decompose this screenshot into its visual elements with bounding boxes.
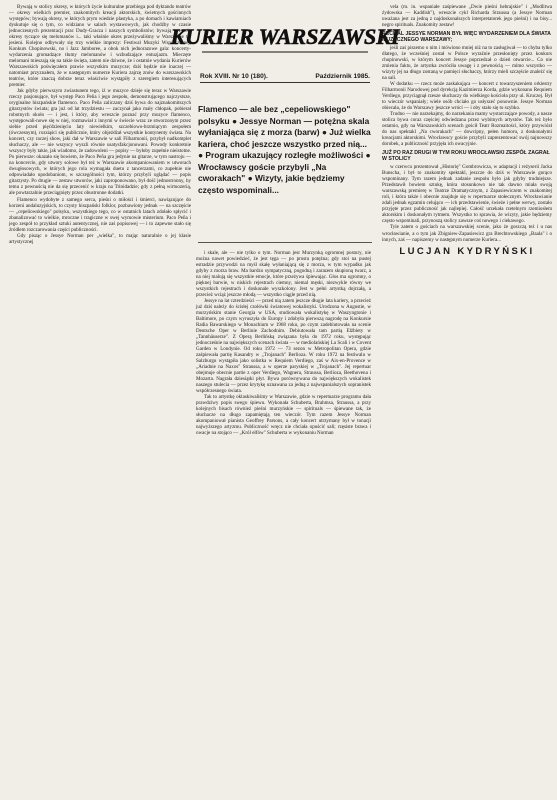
issue-date: Październik 1985. bbox=[315, 72, 370, 80]
paragraph: i skale, ale — nie tylko o tym. Norman jest Murzynką ogromnej postury, nie można nawet powiedzieć, że jest tęga — po prostu potężna; gdy stoi na pustej estradzie przywodzi na myśl skałę wyłaniającą się z morza, w tym wypadku jak gdyby z morza braw. Ma bardzo sympatyczną, pogodną i zarazem skupioną twarz, a na niej malują się wszystkie emocje, które przeżywa śpiewając. Głos ma ogromny, o pięknej barwie, w niskich rejestrach ciemny, niemal męski, niezwykle równy we wszystkich rejestrach i doskonale wyszkolony. Jest w pełni artystką dojrzałą, a przecież wciąż jeszcze młodą — wszystko ciągle przed nią. bbox=[196, 250, 371, 299]
middle-column bbox=[196, 250, 371, 795]
paragraph: Tyle zatem o gościach na warszawskiej scenie, jako że goszczą też i u nas wrocławianie, a o tym jak Zbigniew-Zapasiewicz gra Brechtowskiego „Baala" i o innych, zaś — napiszemy w następnym numerze Kuriera... bbox=[382, 224, 552, 243]
paragraph: Jessye na lat czterdzieści — przed nią zatem jeszcze długie lata kariery, a przecież już dziś należy do ścisłej czołówki światowej wokalistyki. Urodzona w Augustie, w murzyńskim stanie Georgia w USA, studiowała wokalistykę w Waszyngtonie i Baltimore, po czym wyruszyła do Europy i zdobyła pierwszą nagrodę na Konkursie Radia Bawarskiego w Monachium w 1968 roku, po czym zadebiutowała na scenie Deutsche Oper w Berlinie Zachodnim. Debiutowała tam partią Elżbiety w „Tannhäuserze". Z Operą Berlińską związana była do 1972 roku, występując jednocześnie na największych scenach świata — w mediolańskiej La Scali i w Covent Garden w Londynie. Od roku 1972 — 73 sezon w Metropolitan Opera, gdzie zaśpiewała partię Kasandry w „Trojanach" Berlioza. W roku 1972 na festiwalu w Salzburgu wystąpiła jako solistka w Requiem Verdiego, zaś w Aix-en-Provence w „Ariadnie na Naxos" Straussa, a w operze paryskiej w „Trojanach". Jej repertuar obejmuje obecnie partie z oper Verdiego, Wagnera, Straussa, Berlioza, Beethovena i Mozarta. Nagrała dziesiątki płyt. Bywa porównywana do największych wokalistek naszego stulecia — przez krytykę uznawana za jedną z najwspanialszych sopranistek współczesnego świata. bbox=[196, 298, 371, 395]
masthead-title: KURIER WARSZAWSKI bbox=[170, 24, 400, 49]
paragraph: Gdy pisząc o Jessye Norman per „wielka", to mając naturalnie o jej klasie artystycznej bbox=[9, 232, 191, 245]
paragraph: Bywają w stolicy okresy, w których życie kulturalne przebiega pod dyktando teatrów — okresy wielkich premier, znakomitych kreacji aktorskich, świetnych gościnnych występów; bywają okresy, w których prym wiedzie plastyka, a po domach i kawiarniach dyskutuje się o tym, co widziano w salach wystawowych, jak chodźby w czasie jednoczesnych prezentacji prac Dudy-Gracza i naszych symbolistów; bywają wreszcie okresy tyczące się melomanów i... taki właśnie okres przeżywaliśmy w Warszawie tej jesieni. Kolejno odbywały się trzy wielkie imprezy: Festiwal Muzyki Współczesnej, Konkurs Chopinowski, no i Jazz Jamboree, a obok nich jednorazowe gala: koncerty-wydarzenia gromadzące tłumy melomanów i wzbudzające entuzjazm. Mieczęte melomani mieszają się na takie święta, zatem nie dziwne, że i ostatnie wydania Kurierów Warszawskich poświęcałem prawie wszystkim muzycze; dziś będzie nie inaczej — natomiast przyznałem, że w następnym numerze Kuriera zajrzę znów do warszawskich teatrów, które znaczą dobrze teraz właściwie wystąpiły z szeregiem interesujących premier. bbox=[9, 4, 191, 89]
headline: Flamenco — ale bez „cepeliowskiego" polsyku ● Jessye Norman — potężna skala wyłaniająca się z morza (barw) ● Już wielka kariera, choć jeszcze wszystko przed nią... ● Program ukazujący rozległe możliwości ● Wrocławscy goście przybyli „Na cworakach" ● Wizyty, jakie będziemy często wspominali... bbox=[198, 104, 371, 195]
paragraph: w czerwcu prezentował „Historię" Gombrowicza, w adaptacji i reżyserii Jacka Bunscha, i był to znakomity spektakl, jeszcze do dziś w Warszawie gorąco wspominany. Tym razem jednak zadanie zespołu było jak gdyby trudniejsze. Przedstawił bowiem sztukę, która stosunkowo nie tak dawno miała swoją warszawską premierę w Teatrze Dramatycznym, z Zapasiewiczem w znakomitej roli, i która także i obecnie znajduje się w repertuarze stołecznym. Wrocławianie zdali jednak egzamin celująco — ich przedstawienie, świeże i pełne werwy, zostało przyjęte przez publiczność jak najlepiej. Całość urzekała rzetelnym rzemiosłem aktorskim i doskonałym rytmem. Wszystko to sprawia, że wizyty, jakie będziemy często wspominali, przynoszą stolicy zawsze coś nowego i ciekawego. bbox=[382, 164, 552, 225]
paragraph: W dodatku — rzecz może zaskakująca — koncert z towarzyszeniem orkiestry Filharmonii Narodowej pod dyrekcją Kazimierza Korda, gdzie wykonano Requiem Verdiego, przyciągnął rzesze słuchaczy do wielkiego kościoła przy ul. Kruczej. Był to wieczór wspaniały; wiele osób chciało go usłyszeć ponownie. Jessye Norman obiecała, że do Warszawy jeszcze wróci — i oby stało się to szybko. bbox=[382, 81, 552, 112]
divider bbox=[198, 242, 372, 243]
issue-number: Rok XVIII. Nr 10 (180). bbox=[200, 72, 268, 80]
paragraph: jeśli zaś piszemo o nim i mówiono mniej niż na to zasługiwał — to chyba tylko dlatego, że wcześniej został w Polsce wyraźnie przesłonięty przez konkurs chopinowski, w którym koncert Jessye poprzedzał o dzień otwarcie... Co nie zmienia faktu, że artystka zwróciła uwagę i z pewnością — mimo wszystko — wizyty jej na długo zostaną w pamięci słuchaczy, którzy mieli szczęście znaleźć się na sali. bbox=[382, 45, 552, 82]
paragraph: Jak gdyby pierwszym zwiastunem tego, iż w muzyce dzieje się teraz w Warszawie rzeczy pasjonujące, był występ Paco Peña i jego zespołu, demonstrującego najczystsze, oryginalne hiszpańskie flamenco. Paco Peña zaliczany dziś bywa do najznakomitszych gitarzystów świata; gra już od lat trzydziestu — zaczynał jako mały chłopak, pobierał robotnych około — i jest, i który, aby wreszcie poznać przy muzyce flamenco, występowali-nowe się w niej, rozmawiał z innymi w świecie wraz ze stworzonym przez siebie przed pięćdziesięciu laty niewielkim, szczebiowo-brzmiącym zespołem (ówczesnym), rozsiąści się publicznie, który objeżdżał wszystkie kontynenty świata. Na koncert, czy raczej show, jaki dał w Warszawie w sali Filharmonii, przybył nadkomplet słuchaczy, ale — nie wszyscy wyszli równie usatysfakcjonowani. Powody konkretnie wszyscy były takie, jak wiadomo, że zadowoleni — popisy — byłoby zupełnie nieistotne. Po pierwsze: okazało się bowiem, że Paco Peña gra jedynie na gitarze, w tym nastroju — na koncercie, gdy utwory solowe był też w Warszawie akompaniowaniem w utworach dwugłosowych, w których jego rola wymagała duetu z tancerzami, co zupełnie nie odpowiadało upodobaniom, w szczególności tym, którzy przybyli oglądać — popis gitarzysty. Po drugie — zestaw utworów, jaki zaproponowano, był dość jednostronny, by temu z pewnością nie da się przecenić w kraju na Trinidadzie; gdy z pełną wirtuozerią, ale powtarzalnie przeciągnięty przez obustronne dodatki. bbox=[9, 88, 191, 197]
masthead bbox=[170, 4, 400, 64]
right-column bbox=[382, 4, 552, 794]
paragraph: vela (m. in. wspaniałe zaśpiewane „Dwie pieśni hebrajskie" i „Modlitwa żydowska — Kaddish"), wreszcie cykl Richarda Straussa (a Jessye Norman uważana jest za jedną z najdoskonalszych interpretatorek jego pieśni) i na bisy... negro spirituals. Znakomity zestaw! bbox=[382, 4, 552, 29]
left-column bbox=[9, 4, 191, 794]
section-title: JUŻ PO RAZ DRUGI W TYM ROKU WROCŁAWSKI ZESPÓŁ ZAGRAŁ W STOLICY bbox=[382, 150, 550, 163]
paragraph: Flamenco wydobyte z samego serca, pieśni o miłości i śmierci, nawiązujące do korzeni andaluzyjskich, to czysty hiszpański folklor, pozbawiony jednak — na szczęście — „cepeliowskiego" polsyku, wszystkiego tego, co w ostatnich latach zdołało spłycić i zbanalizować to wielkie, mroczne i tragiczne w swej wymowie misterium. Paco Peña i jego zespół to przykład sztuki autentycznej, nie zaś popisowej — i to zapewne stało się źródłem rozczarowania części publiczności. bbox=[9, 196, 191, 233]
masthead-logo bbox=[170, 4, 400, 64]
author-signature: LUCJAN KYDRYŃSKI bbox=[399, 245, 535, 257]
paragraph: Tak to artystkę oklaskiwaliśmy w Warszawie, gdzie w repertuarze programu dała prawdziwy popis swego śpiewu. Wykonała Schuberta, Brahmsa, Straussa, a przy kolejnych bisach również pieśni murzyńskie — spirituals — śpiewane tak, że słuchacze na długo zapamiętają ten wieczór. Tym razem Jessye Norman akompaniował pianista Geoffrey Parsons, a cały koncert utrzymany był w tonacji najwyższego artyzmu. Publiczność wręcz nie chciała opuścić sali; rzęsiste brawa i owacje na stojąco — „Król elfów" Schuberta w wykonaniu Norman bbox=[196, 394, 371, 437]
paragraph: Trudno — nie narzekajmy, do narzekania mamy wystarczające powody, a nasze stolica bywa coraz częściej odwiedzana przez wybitnych artystów. Tak też było ostatnio, gdy na Warszawskich scenach gościł Teatr Rozmaitości, który przywiózł do nas spektakl „Na cworakach" — dowcipny, pełen humoru, z doskonałymi kreacjami aktorskimi. Wrocławscy goście przybyli zaprezentować swój najnowszy dorobek, a publiczność przyjęła ich owacyjnie. bbox=[382, 111, 552, 148]
section-title: RECITAL JESSYE NORMAN BYŁ WIĘC WYDARZENIEM DLA ŚWIATA MUZYCZNEGO WARSZAWY; bbox=[382, 31, 551, 44]
issue-meta bbox=[200, 70, 370, 83]
